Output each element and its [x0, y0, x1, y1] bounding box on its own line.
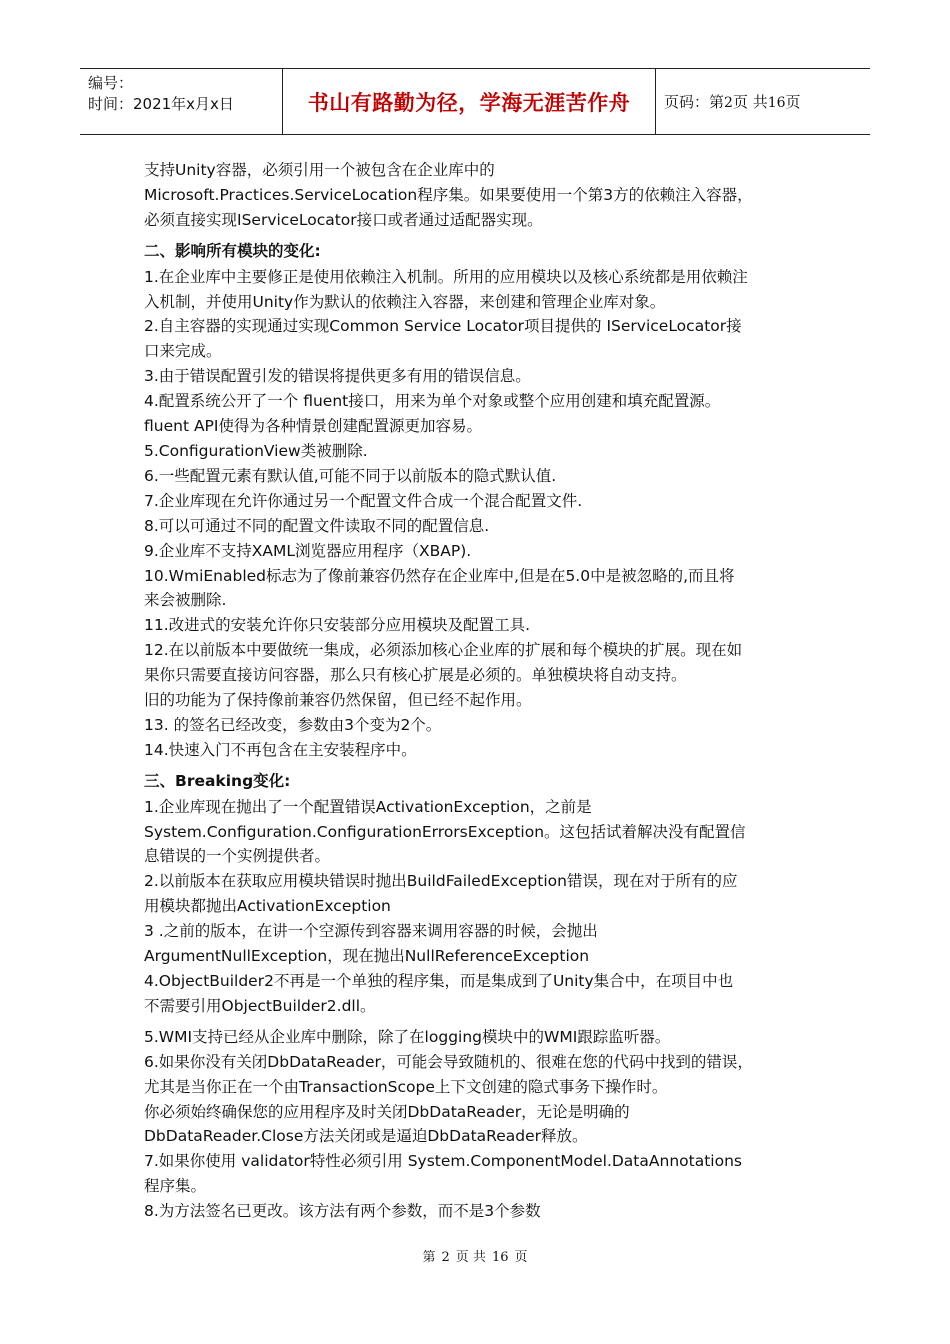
body-line: 2.自主容器的实现通过实现Common Service Locator项目提供的 IServiceLocator接 [144, 317, 742, 336]
number-label: 编号： [88, 74, 134, 92]
body-line: 不需要引用ObjectBuilder2.dll。 [144, 996, 376, 1015]
body-line: 来会被删除. [144, 591, 227, 610]
footer-mid: 页 共 [455, 1250, 486, 1265]
body-line: 8.为方法签名已更改。该方法有两个参数，而不是3个参数 [144, 1202, 541, 1221]
body-line: 果你只需要直接访问容器，那么只有核心扩展是必须的。单独模块将自动支持。 [144, 666, 687, 685]
body-line: 尤其是当你正在一个由TransactionScope上下文创建的隐式事务下操作时。 [144, 1077, 668, 1096]
section-2-title: 二、影响所有模块的变化: [144, 241, 321, 260]
body-line: 1.企业库现在抛出了一个配置错误ActivationException，之前是 [144, 797, 592, 816]
footer-total: 16 [491, 1250, 509, 1265]
body-line: 6.如果你没有关闭DbDataReader，可能会导致随机的、很难在您的代码中找到的错误， [144, 1052, 753, 1071]
page-header [80, 68, 870, 135]
time-label: 时间：2021年x月x日 [88, 95, 234, 113]
body-line: 入机制，并使用Unity作为默认的依赖注入容器，来创建和管理企业库对象。 [144, 292, 666, 311]
section-3-body-a [144, 795, 814, 1019]
body-line: 8.可以可通过不同的配置文件读取不同的配置信息. [144, 516, 490, 535]
body-line: 1.在企业库中主要修正是使用依赖注入机制。所用的应用模块以及核心系统都是用依赖注 [144, 267, 748, 286]
header-motto-cell [282, 69, 656, 134]
body-line: 9.企业库不支持XAML浏览器应用程序（XBAP). [144, 541, 472, 560]
footer-suffix: 页 [514, 1250, 528, 1265]
section-2-body [144, 265, 814, 763]
body-line: ArgumentNullException，现在抛出NullReferenceException [144, 947, 590, 966]
body-line: 7.如果你使用 validator特性必须引用 System.ComponentModel.DataAnnotations [144, 1152, 742, 1171]
body-line: 3.由于错误配置引发的错误将提供更多有用的错误信息。 [144, 367, 531, 386]
footer-current: 2 [441, 1250, 450, 1265]
body-line: 11.改进式的安装允许你只安装部分应用模块及配置工具. [144, 616, 531, 635]
header-meta [80, 69, 282, 134]
body-line: 你必须始终确保您的应用程序及时关闭DbDataReader，无论是明确的 [144, 1102, 630, 1121]
body-line: 4.配置系统公开了一个 fluent接口，用来为单个对象或整个应用创建和填充配置源。 [144, 392, 721, 411]
body-line: fluent API使得为各种情景创建配置源更加容易。 [144, 417, 482, 436]
body-line: 息错误的一个实例提供者。 [144, 847, 331, 866]
body-line: 旧的功能为了保持像前兼容仍然保留，但已经不起作用。 [144, 691, 532, 710]
body-line: 12.在以前版本中要做统一集成，必须添加核心企业库的扩展和每个模块的扩展。现在如 [144, 641, 743, 660]
body-line: System.Configuration.ConfigurationErrorsException。这包括试着解决没有配置信 [144, 822, 746, 841]
footer-prefix: 第 [422, 1250, 436, 1265]
section-3-body-b [144, 1025, 814, 1224]
intro-line: Microsoft.Practices.ServiceLocation程序集。如果要使用一个第3方的依赖注入容器， [144, 185, 753, 204]
page-prefix: 页码：第 [664, 93, 725, 111]
body-line: 2.以前版本在获取应用模块错误时抛出BuildFailedException错误，现在对于所有的应 [144, 872, 738, 891]
body-line: 5.WMI支持已经从企业库中删除，除了在logging模块中的WMI跟踪监听器。 [144, 1027, 671, 1046]
intro-line: 支持Unity容器，必须引用一个被包含在企业库中的 [144, 161, 495, 179]
body-line: 口来完成。 [144, 342, 222, 361]
motto: 书山有路勤为径，学海无涯苦作舟 [307, 90, 631, 115]
body-line: 14.快速入门不再包含在主安装程序中。 [144, 740, 417, 759]
body-line: 程序集。 [144, 1177, 207, 1196]
body-line: 13. 的签名已经改变，参数由3个变为2个。 [144, 715, 442, 734]
body-line: 6.一些配置元素有默认值,可能不同于以前版本的隐式默认值. [144, 466, 557, 485]
body-line: 7.企业库现在允许你通过另一个配置文件合成一个混合配置文件. [144, 491, 583, 510]
body-line: 5.ConfigurationView类被删除. [144, 441, 368, 460]
header-page-cell [656, 69, 870, 134]
intro-block [144, 158, 814, 233]
page-current: 2 [724, 95, 733, 111]
document-body [144, 158, 814, 1224]
body-line: 3 .之前的版本，在讲一个空源传到容器来调用容器的时候，会抛出 [144, 922, 598, 941]
page-mid: 页 共 [732, 93, 768, 111]
body-line: 10.WmiEnabled标志为了像前兼容仍然存在企业库中,但是在5.0中是被忽略的,而且将 [144, 566, 735, 585]
body-line: 用模块都抛出ActivationException [144, 897, 391, 916]
page-suffix: 页 [785, 93, 801, 111]
header-page-info [664, 91, 801, 112]
page-total: 16 [767, 95, 786, 111]
page-footer [0, 1246, 950, 1265]
body-line: 4.ObjectBuilder2不再是一个单独的程序集，而是集成到了Unity集合中，在项目中也 [144, 972, 734, 990]
intro-line: 必须直接实现IServiceLocator接口或者通过适配器实现。 [144, 210, 543, 229]
body-line: DbDataReader.Close方法关闭或是逼迫DbDataReader释放。 [144, 1127, 588, 1146]
section-3-title: 三、Breaking变化: [144, 771, 291, 790]
